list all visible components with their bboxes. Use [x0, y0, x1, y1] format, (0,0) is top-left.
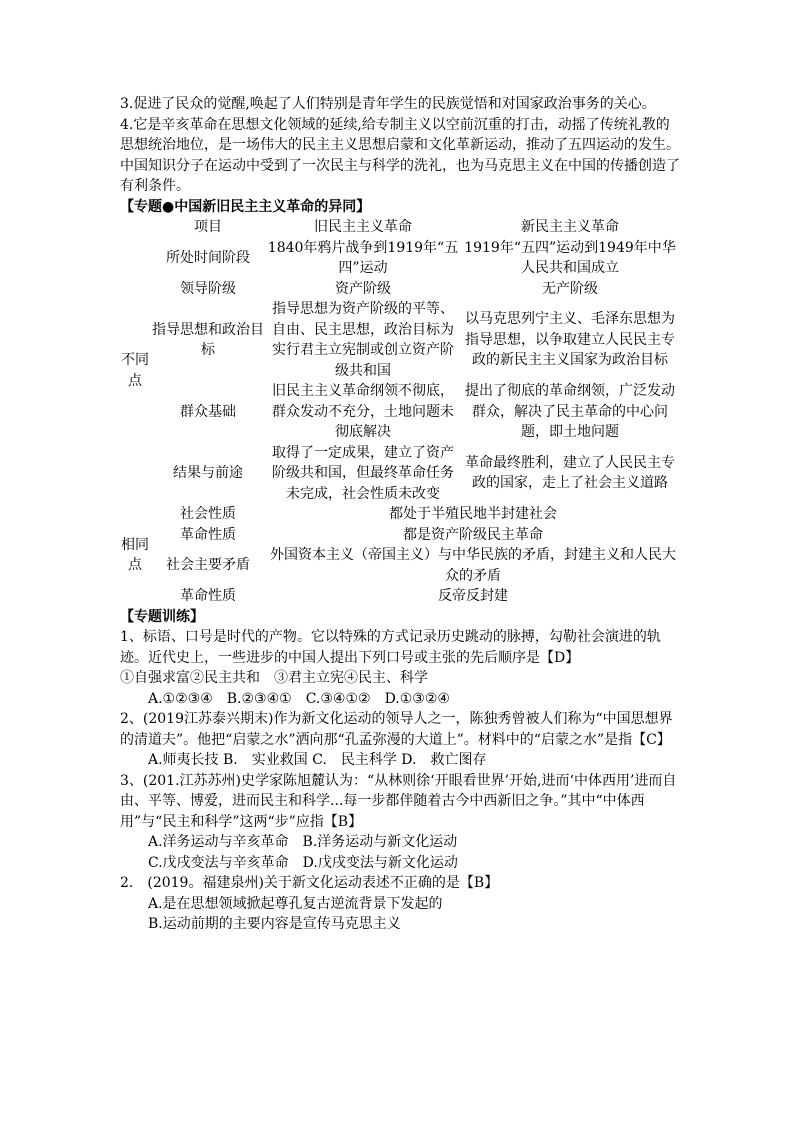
- row-shared: 都处于半殖民地半封建社会: [389, 506, 557, 522]
- question-2-stem: 2、(2019江苏泰兴期末)作为新文化运动的领导人之一，陈独秀曾被人们称为“中国思想界的清道夫”。他把“启蒙之水”洒向那“孔孟弥漫的大道上”。材料中的“启蒙之水”是指【C】: [120, 711, 673, 748]
- table-row: [120, 299, 680, 381]
- row-item: 革命性质: [180, 588, 236, 604]
- question-1-sub: ①自强求富②民主共和 ③君主立宪④民主、科学: [120, 670, 428, 686]
- question-3-stem: 3、(201.江苏苏州)史学家陈旭麓认为：“从林则徐‘开眼看世界’开始,进而‘中体西用’进而自由、平等、博爱，进而民主和科学...每一步都伴随着古今中西新旧之争。”其中“中体西用”与“民主和科学”这两“步”应指【B】: [120, 772, 677, 830]
- row-item: 指导思想和政治目标: [152, 321, 264, 358]
- question-1-options: A.①②③④ B.②③④① C.③④①② D.①③②④: [148, 690, 450, 707]
- row-new: 以马克思列宁主义、毛泽东思想为指导思想，以争取建立人民民主专政的新民主主义国家为政治目标: [465, 311, 675, 369]
- row-item: 领导阶级: [180, 280, 236, 297]
- row-new: 提出了彻底的革命纲领，广泛发动群众，解决了民主革命的中心问题，即土地问题: [465, 383, 675, 440]
- row-old: 旧民主主义革命纲领不彻底，群众发动不充分，土地问题未彻底解决: [272, 383, 454, 440]
- table-header-row: [120, 217, 680, 238]
- table-row: [120, 504, 680, 525]
- question-3-options-a: A.洋务运动与辛亥革命 B.洋务运动与新文化运动: [148, 834, 458, 850]
- question-4-option-a: A.是在思想领域掀起尊孔复古逆流背景下发起的: [148, 895, 443, 912]
- table-row: [120, 545, 680, 586]
- row-new: 无产阶级: [542, 280, 598, 297]
- question-3-options-b: C.戊戌变法与辛亥革命 D.戊戌变法与新文化运动: [148, 854, 458, 871]
- row-new: 革命最终胜利，建立了人民民主专政的国家，走上了社会主义道路: [465, 454, 675, 492]
- row-item: 社会主要矛盾: [166, 557, 250, 574]
- row-item: 结果与前途: [173, 465, 243, 481]
- table-row: [120, 525, 680, 546]
- document-body: [120, 94, 680, 935]
- topic-heading: 【专题●中国新旧民主主义革命的异同】: [120, 198, 371, 215]
- row-item: 社会性质: [180, 506, 236, 522]
- header-item: 项目: [194, 219, 222, 235]
- question-1-stem: 1、标语、口号是时代的产物。它以特殊的方式记录历史跳动的脉搏，勾勒社会演进的轨迹。近代史上，一些进步的中国人提出下列口号或主张的先后顺序是【D】: [120, 629, 661, 666]
- row-item: 革命性质: [180, 526, 236, 543]
- table-row: [120, 238, 680, 279]
- row-shared: 反帝反封建: [438, 588, 508, 604]
- row-old: 1840年鸦片战争到1919年“五四”运动: [267, 239, 459, 276]
- table-row: [120, 279, 680, 300]
- paragraph-4: 4.它是辛亥革命在思想文化领域的延续,给专制主义以空前沉重的打击，动摇了传统礼教的思想统治地位，是一场伟大的民主主义思想启蒙和文化革新运动，推动了五四运动的发生。中国知识分子在运动中受到了一次民主与科学的洗礼，也为马克思主义在中国的传播创造了有利条件。: [120, 116, 680, 194]
- row-old: 指导思想为资产阶级的平等、自由、民主思想，政治目标为实行君主立宪制或创立资产阶级共和国: [272, 301, 454, 379]
- question-2-options: A.师夷长技 B. 实业救国 C. 民主科学 D. 救亡图存: [148, 752, 487, 768]
- row-item: 群众基础: [180, 403, 236, 420]
- row-old: 取得了一定成果，建立了资产阶级共和国，但最终革命任务未完成，社会性质未改变: [272, 444, 454, 502]
- table-row: [120, 586, 680, 607]
- training-heading: 【专题训练】: [120, 608, 204, 625]
- question-4-option-b: B.运动前期的主要内容是宣传马克思主义: [148, 916, 401, 932]
- question-4-stem: 2. (2019。福建泉州)关于新文化运动表述不正确的是【B】: [120, 875, 499, 891]
- table-row: [120, 443, 680, 505]
- header-new: 新民主主义革命: [521, 219, 619, 235]
- comparison-table: [120, 217, 680, 607]
- row-new: 1919年“五四”运动到1949年中华人民共和国成立: [464, 239, 676, 276]
- group-label-different: 不同点: [121, 352, 149, 389]
- row-shared: 外国资本主义（帝国主义）与中华民族的矛盾，封建主义和人民大众的矛盾: [270, 547, 676, 584]
- group-label-same: 相同点: [121, 536, 149, 574]
- paragraph-3: 3.促进了民众的觉醒,唤起了人们特别是青年学生的民族觉悟和对国家政治事务的关心。: [120, 96, 656, 112]
- row-shared: 都是资产阶级民主革命: [403, 526, 543, 543]
- table-row: [120, 381, 680, 443]
- row-item: 所处时间阶段: [166, 249, 250, 266]
- header-old: 旧民主主义革命: [314, 219, 412, 235]
- row-old: 资产阶级: [335, 280, 391, 297]
